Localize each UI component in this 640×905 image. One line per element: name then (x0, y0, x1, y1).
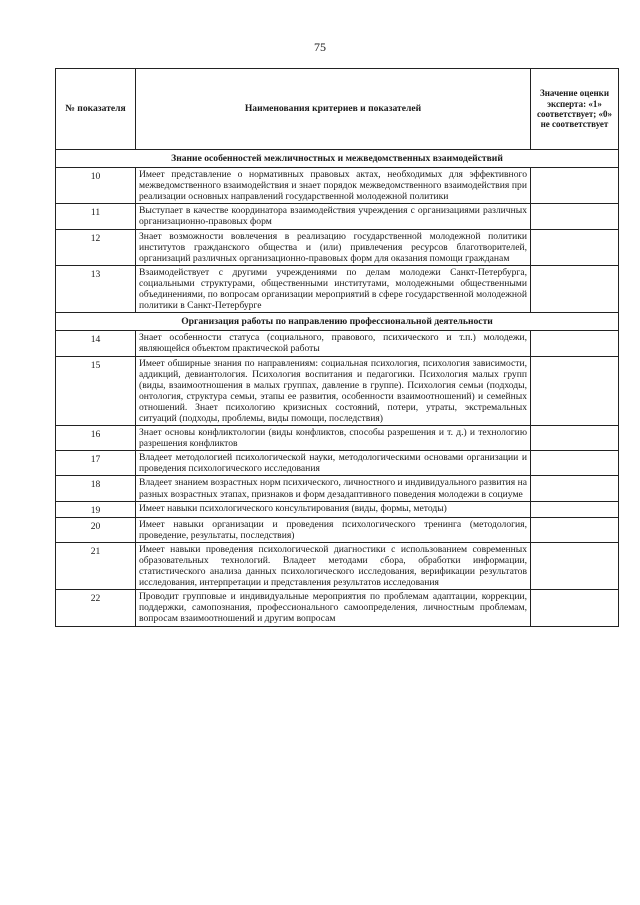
row-number: 19 (56, 501, 136, 517)
row-number: 11 (56, 204, 136, 229)
row-text: Имеет навыки психологического консультирования (виды, формы, методы) (136, 501, 531, 517)
expert-value-cell[interactable] (531, 542, 619, 589)
row-number: 14 (56, 331, 136, 356)
row-text: Знает особенности статуса (социального, правового, психического и т.п.) молодежи, являющейся объектом практической работы (136, 331, 531, 356)
row-number: 10 (56, 168, 136, 204)
table-row (56, 331, 619, 356)
row-text: Имеет обширные знания по направлениям: социальная психология, психология зависимости, аддикций, девиантология. Психология воспитания и педагогики. Психология малых групп (виды, взаимоотношения в малых группах, давление в группе). Психология семьи (подходы, онтология, структура семьи, этапы ее развития, особенности взаимоотношений) и семейных отношений. Знает психологию кризисных состояний, потери, утраты, экстремальных ситуаций (подходы, проблемы, виды помощи, последствия) (136, 356, 531, 426)
row-number: 15 (56, 356, 136, 426)
expert-value-cell[interactable] (531, 265, 619, 312)
row-text: Взаимодействует с другими учреждениями по делам молодежи Санкт-Петербурга, социальными структурами, общественными институтами, молодежными общественными объединениями, по вопросам организации мероприятий в сфере государственной молодежной политики в Санкт-Петербурге (136, 265, 531, 312)
expert-value-cell[interactable] (531, 204, 619, 229)
expert-value-cell[interactable] (531, 168, 619, 204)
table-row (56, 590, 619, 626)
section-row (56, 313, 619, 331)
table-row (56, 517, 619, 542)
row-text: Владеет методологией психологической науки, методологическими основами организации и проведения психологического исследования (136, 451, 531, 476)
table-row (56, 542, 619, 589)
table-row (56, 204, 619, 229)
section-row (56, 150, 619, 168)
expert-value-cell[interactable] (531, 590, 619, 626)
expert-value-cell[interactable] (531, 356, 619, 426)
expert-value-cell[interactable] (531, 517, 619, 542)
row-number: 22 (56, 590, 136, 626)
expert-value-cell[interactable] (531, 501, 619, 517)
row-number: 13 (56, 265, 136, 312)
expert-value-cell[interactable] (531, 229, 619, 265)
table-row (56, 229, 619, 265)
header-value: Значение оценки эксперта: «1» соответствует; «0» не соответствует (531, 69, 619, 150)
row-text: Знает возможности вовлечения в реализацию государственной молодежной политики институтов гражданского общества и (или) привлечения ресурсов благотворителей, организаций различных организационно-правовых форм для оказания помощи гражданам (136, 229, 531, 265)
row-number: 18 (56, 476, 136, 501)
section-title: Знание особенностей межличностных и межведомственных взаимодействий (56, 150, 619, 168)
row-number: 16 (56, 426, 136, 451)
expert-value-cell[interactable] (531, 451, 619, 476)
row-text: Проводит групповые и индивидуальные мероприятия по проблемам адаптации, коррекции, поддержки, самопознания, профессионального самоопределения, личностным проблемам, вопросам взаимоотношений и другим вопросам (136, 590, 531, 626)
row-text: Имеет навыки проведения психологической диагностики с использованием современных образовательных технологий. Владеет методами сбора, обработки информации, статистического анализа данных психологического исследования, верификации результатов исследования, интерпретации и представления результатов исследования (136, 542, 531, 589)
table-row (56, 168, 619, 204)
expert-value-cell[interactable] (531, 331, 619, 356)
row-text: Имеет навыки организации и проведения психологического тренинга (методология, проведение, результаты, последствия) (136, 517, 531, 542)
row-text: Имеет представление о нормативных правовых актах, необходимых для эффективного межведомственного взаимодействия и знает порядок межведомственного взаимодействия при реализации основных направлений государственной молодежной политики (136, 168, 531, 204)
row-number: 20 (56, 517, 136, 542)
table-body (56, 150, 619, 627)
table-row (56, 265, 619, 312)
header-name: Наименования критериев и показателей (136, 69, 531, 150)
table-row (56, 451, 619, 476)
row-text: Знает основы конфликтологии (виды конфликтов, способы разрешения и т. д.) и технологию разрешения конфликтов (136, 426, 531, 451)
table-row (56, 501, 619, 517)
table-row (56, 356, 619, 426)
expert-value-cell[interactable] (531, 476, 619, 501)
criteria-table (55, 68, 619, 627)
row-text: Владеет знанием возрастных норм психического, личностного и индивидуального развития на разных возрастных этапах, признаков и форм дезадаптивного поведения молодежи в социуме (136, 476, 531, 501)
table-row (56, 426, 619, 451)
section-title: Организация работы по направлению профессиональной деятельности (56, 313, 619, 331)
row-number: 17 (56, 451, 136, 476)
table-row (56, 476, 619, 501)
row-number: 12 (56, 229, 136, 265)
header-number: № показателя (56, 69, 136, 150)
table-header-row (56, 69, 619, 150)
row-number: 21 (56, 542, 136, 589)
expert-value-cell[interactable] (531, 426, 619, 451)
row-text: Выступает в качестве координатора взаимодействия учреждения с организациями различных организационно-правовых форм (136, 204, 531, 229)
page-number: 75 (314, 40, 326, 54)
